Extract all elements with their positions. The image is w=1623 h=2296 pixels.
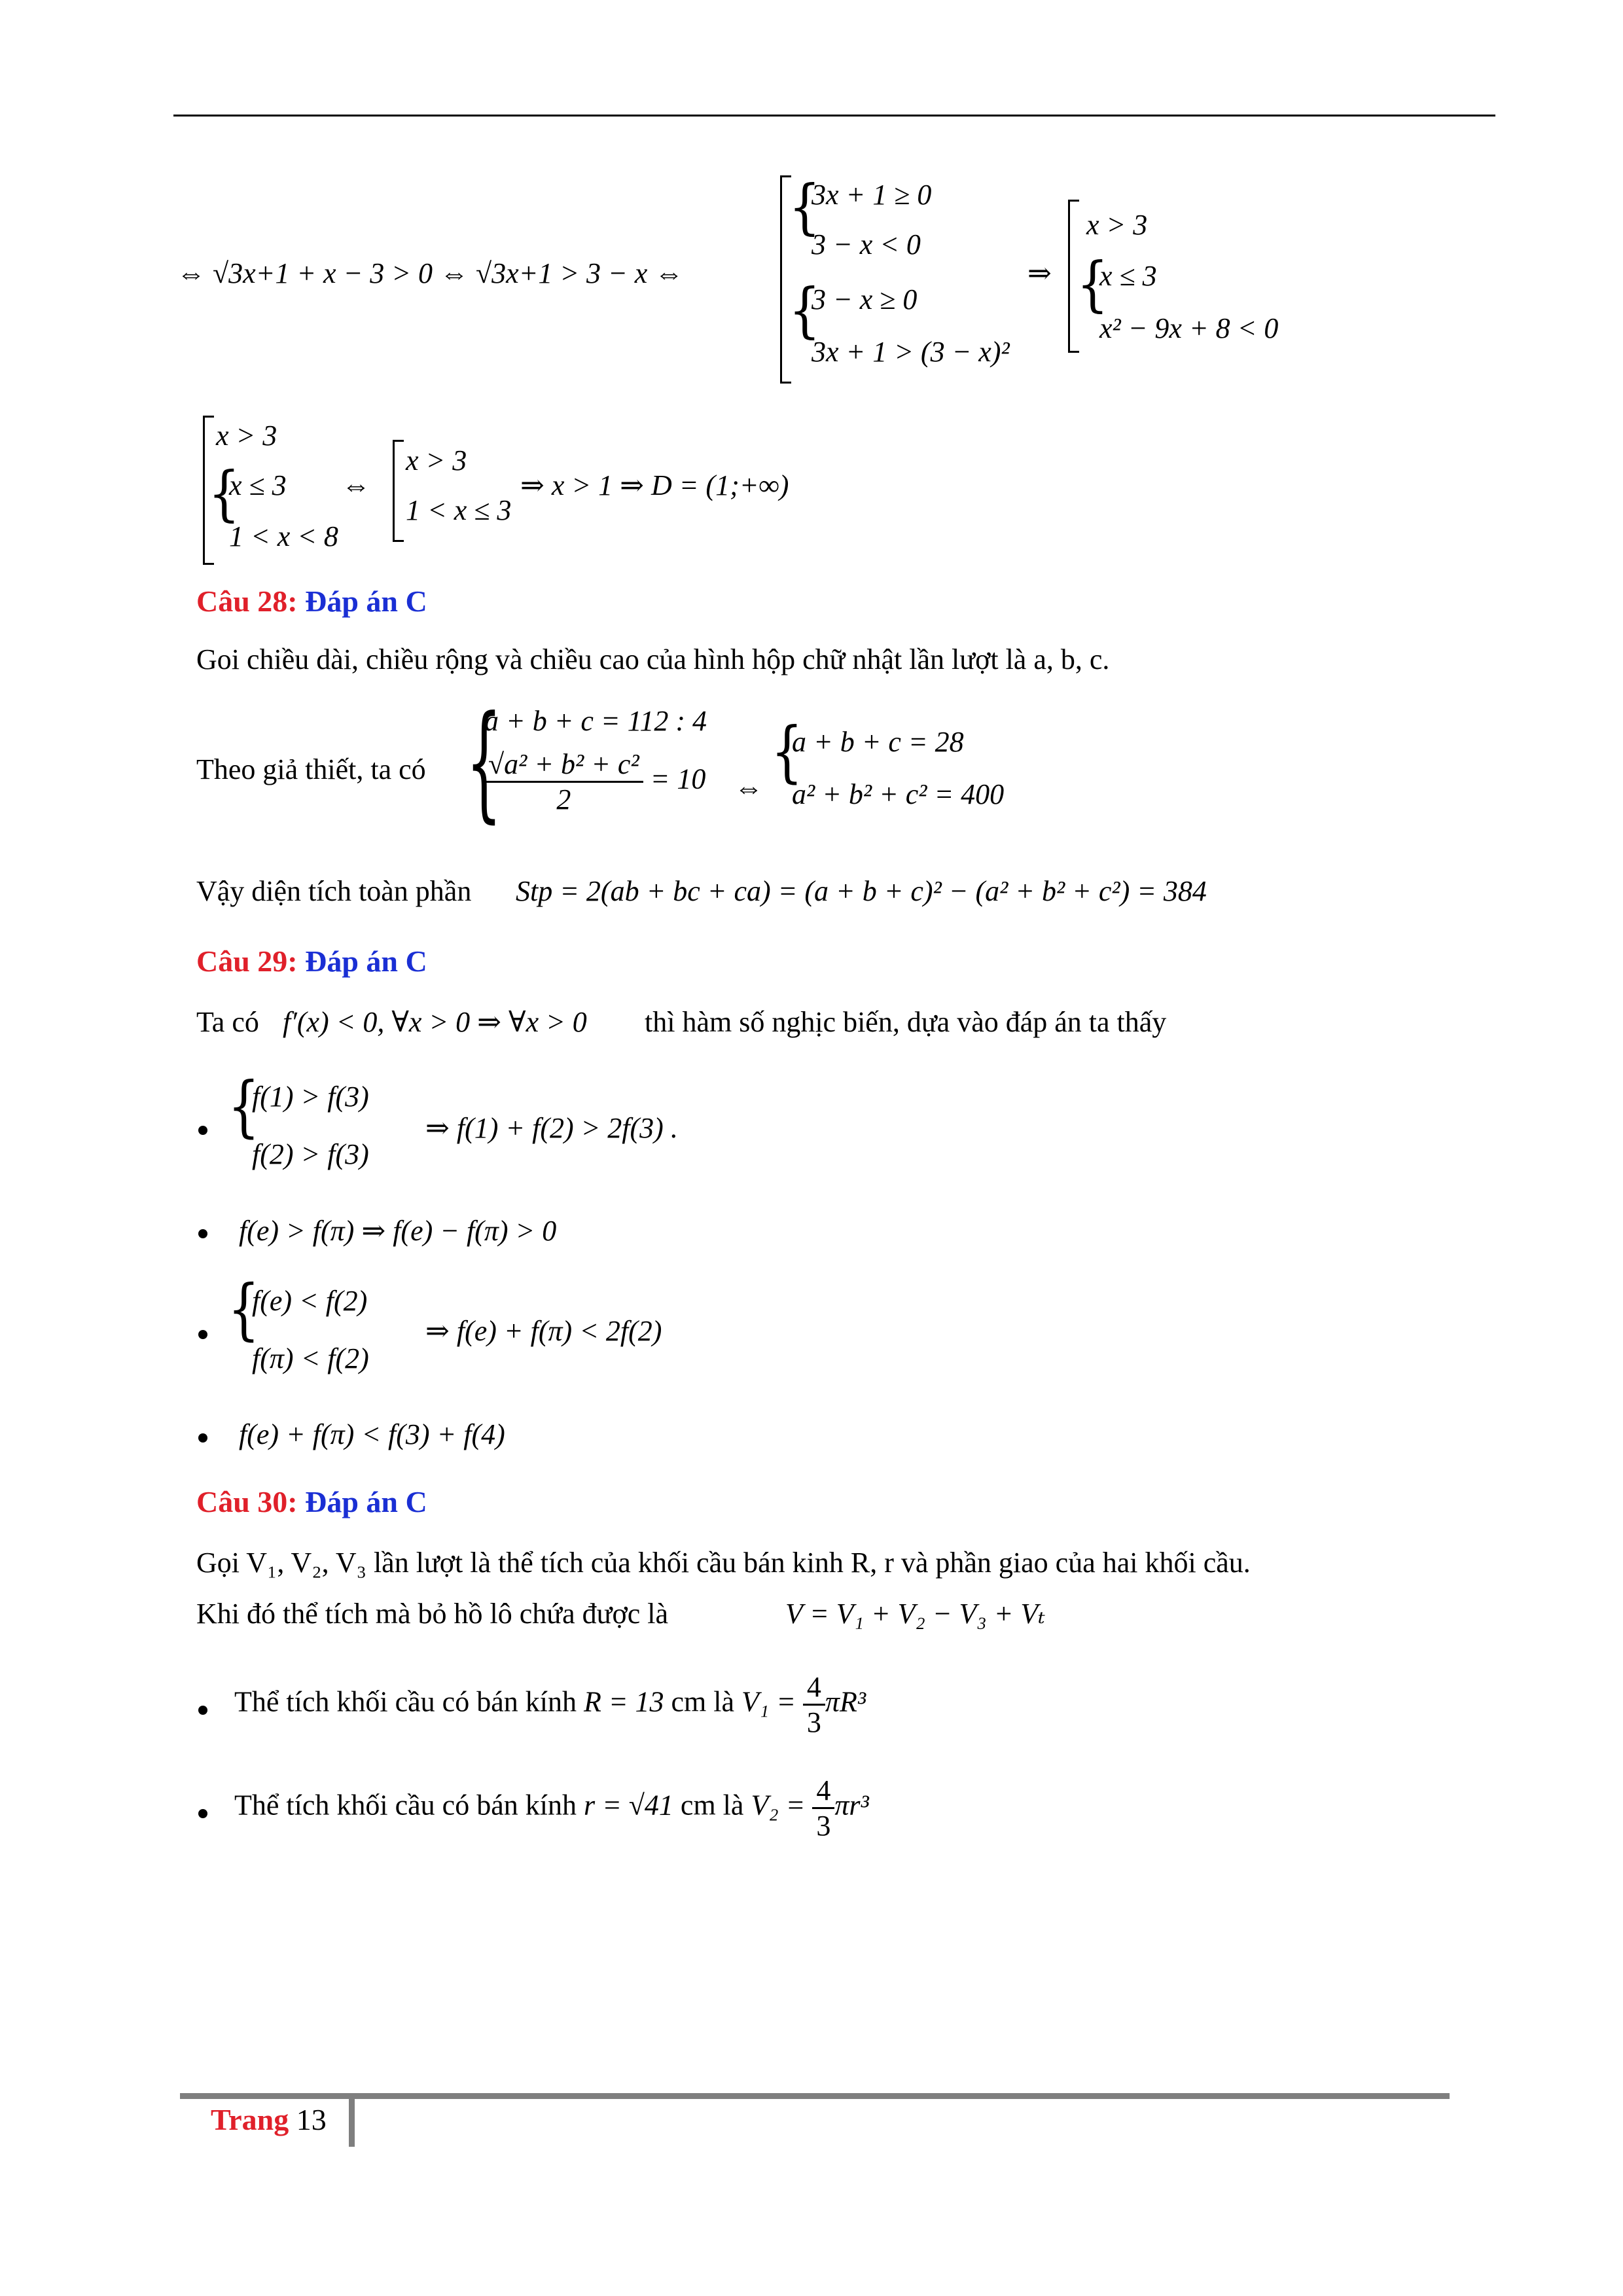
q29-b2: f(e) > f(π) ⇒ f(e) − f(π) > 0 <box>239 1215 557 1247</box>
left-brace: { <box>228 1270 260 1348</box>
q29-line1-suffix: thì hàm số nghịc biến, dựa vào đáp án ta thấy <box>645 1006 1167 1038</box>
page-number: Trang 13 <box>211 2103 327 2136</box>
q30-answer: Đáp án C <box>305 1485 427 1518</box>
q29-b1-sys1: f(1) > f(3) <box>252 1081 369 1113</box>
footer-divider <box>349 2094 355 2147</box>
q30-line2-prefix: Khi đó thể tích mà bỏ hồ lô chứa được là <box>196 1598 669 1630</box>
q29-b3-res: ⇒ f(e) + f(π) < 2f(2) <box>425 1315 662 1347</box>
left-brace: { <box>789 171 821 242</box>
q29-line1-formula: f′(x) < 0, ∀x > 0 ⇒ ∀x > 0 <box>283 1006 587 1038</box>
q28-equiv: ⇔ <box>734 772 763 804</box>
bullet <box>198 1433 207 1443</box>
bullet <box>198 1330 207 1339</box>
left-brace: { <box>466 689 502 835</box>
q30-line1: Gọi V₁, V₂, V₃ lần lượt là thể tích của khối cầu bán kinh R, r và phần giao của hai khối cầu. <box>196 1547 1251 1579</box>
line2-equiv: ⇔ <box>342 469 370 501</box>
bullet <box>198 1809 207 1818</box>
q30-label: Câu 30: <box>196 1485 298 1518</box>
q28-answer: Đáp án C <box>305 584 427 618</box>
left-brace: { <box>228 1067 260 1145</box>
q28-label: Câu 28: <box>196 584 298 618</box>
sys2-line1: 3 − x ≥ 0 <box>812 283 918 315</box>
res-top: x > 3 <box>1086 209 1148 241</box>
q29-label: Câu 29: <box>196 944 298 978</box>
q29-b1-sys2: f(2) > f(3) <box>252 1138 369 1170</box>
q29-line1-prefix: Ta có <box>196 1006 259 1038</box>
q30-line2-formula: V = V₁ + V₂ − V₃ + Vₜ <box>785 1598 1046 1630</box>
q28-heading <box>196 584 427 619</box>
left-brace: { <box>771 713 803 791</box>
q28-line3-formula: Stp = 2(ab + bc + ca) = (a + b + c)² − (a² + b² + c²) = 384 <box>516 875 1207 907</box>
q29-b3-sys1: f(e) < f(2) <box>252 1285 368 1317</box>
q30-b1-fraction: $\frac{4}{3}$ <box>803 1670 825 1739</box>
q28-sys-a: a + b + c = 112 : 4 <box>484 705 707 737</box>
q29-b1-res: ⇒ f(1) + f(2) > 2f(3) . <box>425 1112 678 1144</box>
bullet <box>198 1229 207 1238</box>
res-sys-line1: x ≤ 3 <box>1099 260 1157 292</box>
sys1-line1: 3x + 1 ≥ 0 <box>812 179 932 211</box>
q28-line3-prefix: Vậy diện tích toàn phần <box>196 875 472 907</box>
q28-fraction: $\frac{\text{√a² + b² + c²}}{2}$ <box>484 747 643 816</box>
q28-line2-prefix: Theo giả thiết, ta có <box>196 753 426 785</box>
bullet <box>198 1126 207 1135</box>
left-brace: { <box>789 275 821 345</box>
q29-heading <box>196 944 427 978</box>
sys2-line2: 3x + 1 > (3 − x)² <box>812 336 1010 368</box>
q29-b4: f(e) + f(π) < f(3) + f(4) <box>239 1418 505 1450</box>
square-bracket <box>393 440 404 542</box>
line2-sys-line1: x ≤ 3 <box>229 469 287 501</box>
line2-tail: ⇒ x > 1 ⇒ D = (1;+∞) <box>520 469 789 501</box>
q29-answer: Đáp án C <box>305 944 427 978</box>
line2-sys-line2: 1 < x < 8 <box>229 520 338 552</box>
sys1-line2: 3 − x < 0 <box>812 228 921 260</box>
footer-rule <box>180 2093 1450 2099</box>
implies-arrow: ⇒ <box>1027 257 1052 289</box>
q30-b1: Thể tích khối cầu có bán kính R = 13 cm là V₁ = $\frac{4}{3}$ πR³ <box>234 1671 866 1738</box>
q30-b2: Thể tích khối cầu có bán kính r = √41 cm là V₂ = $\frac{4}{3}$ πr³ <box>234 1774 869 1842</box>
q28-res-a: a + b + c = 28 <box>792 726 964 758</box>
left-brace: { <box>208 458 240 528</box>
res-sys-line2: x² − 9x + 8 < 0 <box>1099 312 1279 344</box>
q30-heading <box>196 1484 427 1519</box>
bullet <box>198 1706 207 1715</box>
ineq-main-line: ⇔ √3x+1 + x − 3 > 0 ⇔ √3x+1 > 3 − x ⇔ <box>177 257 684 289</box>
q28-line1: Goi chiều dài, chiều rộng và chiều cao của hình hộp chữ nhật lần lượt là a, b, c. <box>196 643 1110 675</box>
q28-sys-b: $\frac{\text{√a² + b² + c²}}{2}$ = 10 <box>484 747 705 816</box>
q29-b3-sys2: f(π) < f(2) <box>252 1342 369 1374</box>
line2-alt-1: x > 3 <box>406 444 467 476</box>
line2-alt-2: 1 < x ≤ 3 <box>406 494 512 526</box>
line2-top: x > 3 <box>216 420 277 452</box>
q28-res-b: a² + b² + c² = 400 <box>792 778 1005 810</box>
q30-b2-fraction: $\frac{4}{3}$ <box>812 1774 834 1842</box>
top-rule <box>173 115 1495 117</box>
left-brace: { <box>1077 249 1109 319</box>
